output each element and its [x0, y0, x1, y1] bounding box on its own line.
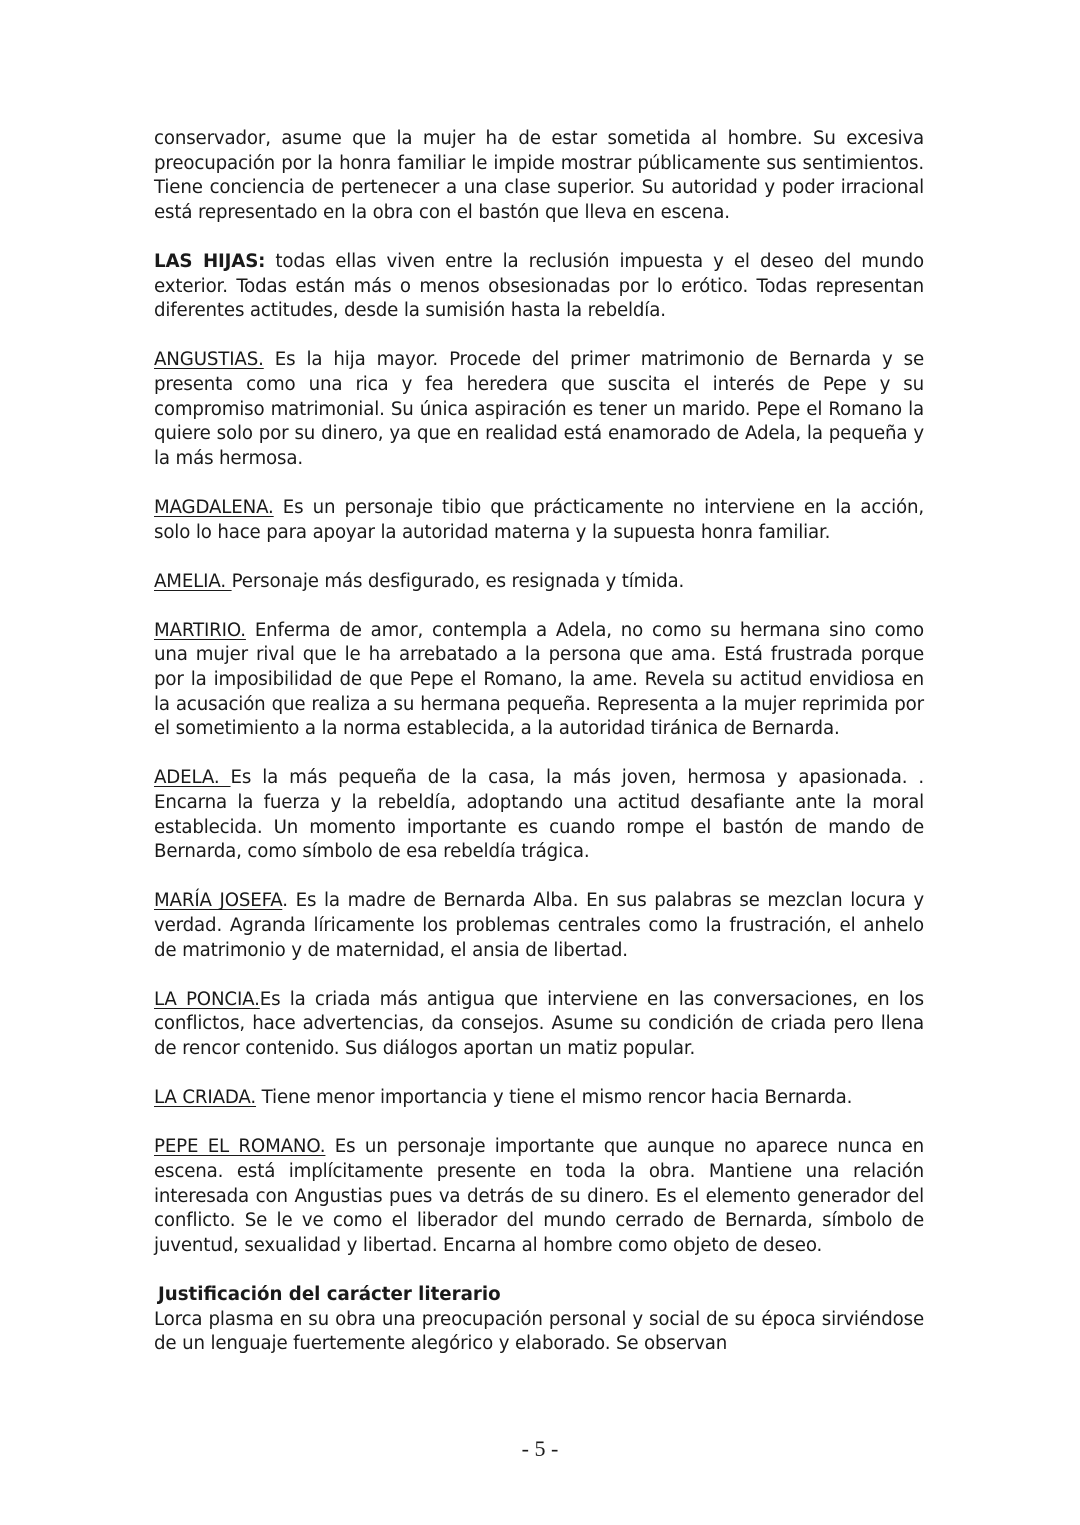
character-description: Tiene menor importancia y tiene el mismo rencor hacia Bernarda.	[256, 1087, 853, 1109]
character-pepe-el-romano	[154, 1135, 924, 1258]
document-body	[154, 127, 924, 1357]
page-number: - 5 -	[521, 1436, 559, 1461]
character-description: . Es la madre de Bernarda Alba. En sus palabras se mezclan locura y verdad. Agranda líricamente los problemas centrales como la frustración, el anhelo de matrimonio y de maternidad, el ansia de libertad.	[154, 890, 924, 961]
intro-paragraph	[154, 127, 924, 225]
character-description: Personaje más desfigurado, es resignada y tímida.	[231, 570, 685, 592]
character-name: ANGUSTIAS.	[154, 349, 264, 371]
character-name: PEPE EL ROMANO.	[154, 1136, 326, 1158]
character-magdalena	[154, 496, 924, 545]
section-heading: Justificación del carácter literario	[158, 1283, 501, 1305]
hijas-paragraph	[154, 250, 924, 324]
character-la-poncia	[154, 988, 924, 1062]
character-amelia	[154, 570, 924, 595]
character-name: ADELA.	[154, 767, 231, 789]
character-name: LA CRIADA.	[154, 1087, 257, 1109]
hijas-label: LAS HIJAS:	[154, 250, 266, 272]
character-description: Es la más pequeña de la casa, la más joven, hermosa y apasionada. . Encarna la fuerza y la rebeldía, adoptando una actitud desafiante ante la moral establecida. Un momento importante es cuando rompe el bastón de mando de Bernarda, como símbolo de esa rebeldía trágica.	[154, 767, 924, 863]
intro-text: conservador, asume que la mujer ha de estar sometida al hombre. Su excesiva preocupación por la honra familiar le impide mostrar públicamente sus sentimientos. Tiene conciencia de pertenecer a una clase superior. Su autoridad y poder irracional está representado en la obra con el bastón que lleva en escena.	[154, 128, 924, 223]
character-name: LA PONCIA.	[154, 988, 260, 1010]
character-description: Enferma de amor, contempla a Adela, no como su hermana sino como una mujer rival que le ha arrebatado a la persona que ama. Está frustrada porque por la imposibilidad de que Pepe el Romano, la ame. Revela su actitud envidiosa en la acusación que realiza a su hermana pequeña. Representa a la mujer reprimida por el sometimiento a la norma establecida, a la autoridad tiránica de Bernarda.	[154, 619, 924, 740]
section-paragraph	[154, 1308, 924, 1357]
character-adela	[154, 766, 924, 864]
character-description: Es un personaje importante que aunque no aparece nunca en escena. está implícitamente presente en toda la obra. Mantiene una relación interesada con Angustias pues va detrás de su dinero. Es el elemento generador del conflicto. Se le ve como el liberador del mundo cerrado de Bernarda, símbolo de juventud, sexualidad y libertad. Encarna al hombre como objeto de deseo.	[154, 1136, 924, 1256]
character-description: Es la hija mayor. Procede del primer matrimonio de Bernarda y se presenta como una rica y fea heredera que suscita el interés de Pepe y su compromiso matrimonial. Su única aspiración es tener un marido. Pepe el Romano la quiere solo por su dinero, ya que en realidad está enamorado de Adela, la pequeña y la más hermosa.	[154, 349, 924, 469]
character-name: AMELIA.	[154, 570, 232, 592]
character-angustias	[154, 348, 924, 471]
character-description: Es la criada más antigua que interviene en las conversaciones, en los conflictos, hace advertencias, da consejos. Asume su condición de criada pero llena de rencor contenido. Sus diálogos aportan un matiz popular.	[154, 988, 924, 1059]
hijas-text: todas ellas viven entre la reclusión impuesta y el deseo del mundo exterior. Todas están más o menos obsesionadas por lo erótico. Todas representan diferentes actitudes, desde la sumisión hasta la rebeldía.	[154, 250, 924, 322]
character-description: Es un personaje tibio que prácticamente no interviene en la acción, solo lo hace para apoyar la autoridad materna y la supuesta honra familiar.	[154, 496, 924, 543]
character-name: MARÍA JOSEFA	[154, 890, 283, 912]
character-martirio	[154, 619, 924, 742]
character-name: MAGDALENA.	[154, 496, 274, 518]
character-name: MARTIRIO.	[154, 619, 246, 641]
character-maria-josefa	[154, 889, 924, 963]
character-la-criada	[154, 1086, 924, 1111]
section-text: Lorca plasma en su obra una preocupación personal y social de su época sirviéndose de un lenguaje fuertemente alegórico y elaborado. Se observan	[154, 1308, 924, 1355]
